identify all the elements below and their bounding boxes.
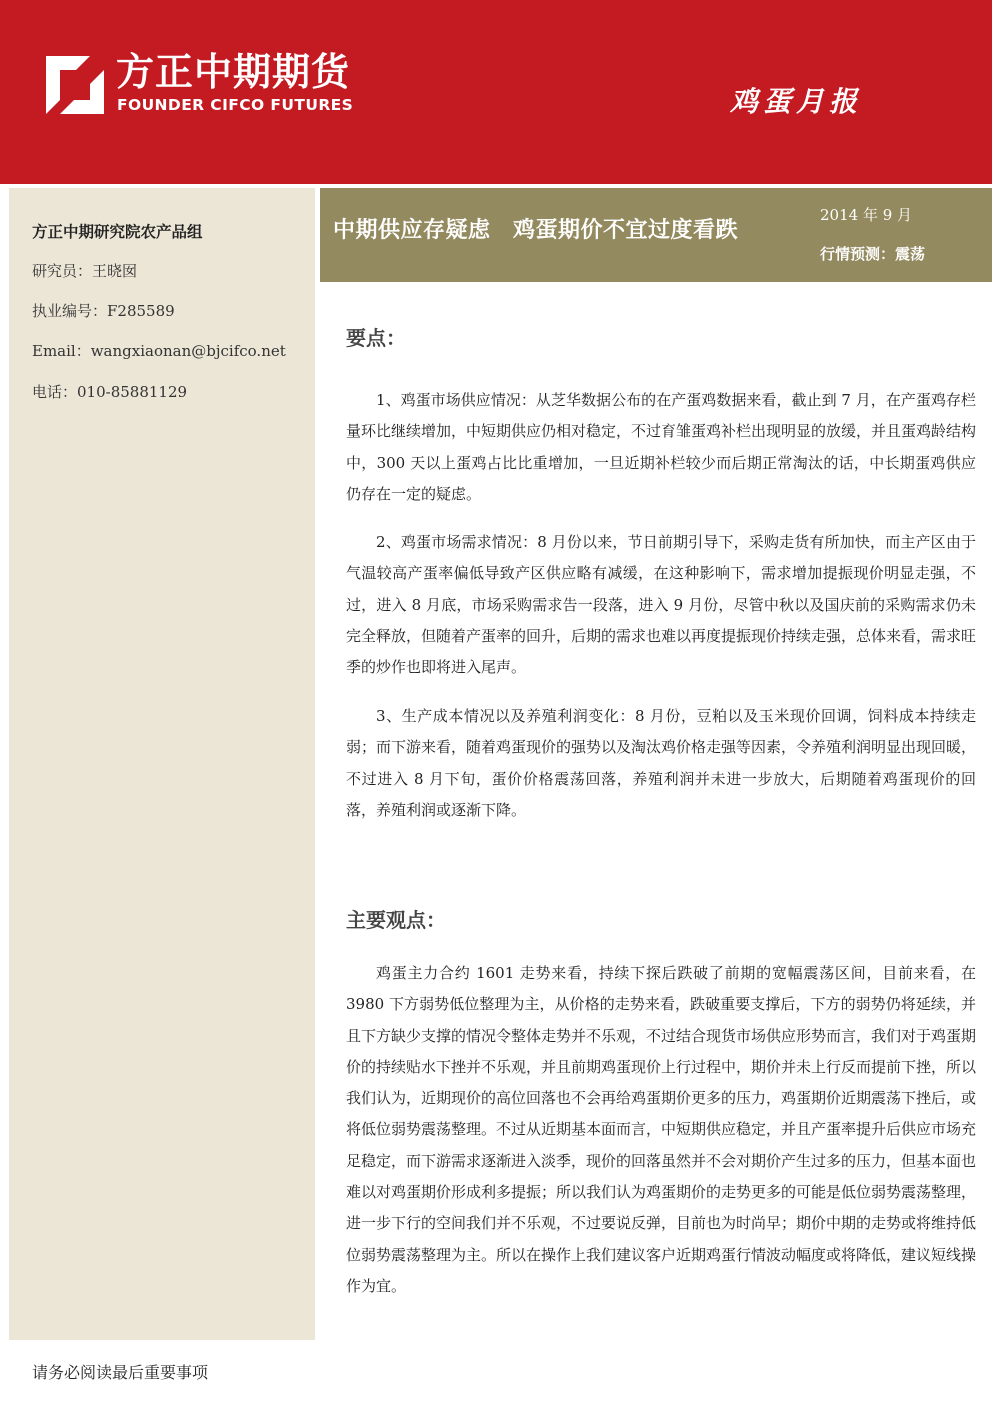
report-headline: 中期供应存疑虑 鸡蛋期价不宜过度看跌 — [333, 218, 739, 243]
report-date: 2014 年 9 月 — [820, 206, 913, 224]
report-header — [0, 0, 992, 184]
contact-phone: 电话：010-85881129 — [32, 383, 188, 401]
company-name-cn: 方正中期期货 — [116, 50, 351, 94]
key-point-cost: 3、生产成本情况以及养殖利润变化：8 月份，豆粕以及玉米现价回调，饲料成本持续走弱；而下游来看，随着鸡蛋现价的强势以及淘汰鸡价格走强等因素，令养殖利润明显出现回暖，不过进入 8 月下旬，蛋价价格震荡回落，养殖利润并未进一步放大，后期随着鸡蛋现价的回落，养殖利润或逐渐下降。 — [346, 707, 977, 819]
market-forecast: 行情预测：震荡 — [820, 245, 926, 263]
license-number: 执业编号：F285589 — [32, 302, 175, 320]
report-name: 鸡蛋月报 — [730, 85, 863, 118]
company-logo-icon — [46, 56, 104, 114]
key-points-heading: 要点： — [346, 326, 406, 350]
contact-email: Email：wangxiaonan@bjcifco.net — [32, 342, 286, 360]
researcher-name: 研究员：王晓囡 — [32, 262, 138, 280]
main-view-heading: 主要观点： — [346, 908, 446, 932]
key-point-supply: 1、鸡蛋市场供应情况：从芝华数据公布的在产蛋鸡数据来看，截止到 7 月，在产蛋鸡存栏量环比继续增加，中短期供应仍相对稳定，不过育雏蛋鸡补栏出现明显的放缓，并且蛋鸡龄结构中，300 天以上蛋鸡占比比重增加，一旦近期补栏较少而后期正常淘汰的话，中长期蛋鸡供应仍存在一定的疑虑。 — [346, 391, 977, 503]
key-point-demand: 2、鸡蛋市场需求情况：8 月份以来，节日前期引导下，采购走货有所加快，而主产区由于气温较高产蛋率偏低导致产区供应略有减缓，在这种影响下，需求增加提振现价明显走强，不过，进入 8 月底，市场采购需求告一段落，进入 9 月份，尽管中秋以及国庆前的采购需求仍未完全释放，但随着产蛋率的回升，后期的需求也难以再度提振现价持续走强，总体来看，需求旺季的炒作也即将进入尾声。 — [346, 533, 977, 677]
main-view-text: 鸡蛋主力合约 1601 走势来看，持续下探后跌破了前期的宽幅震荡区间，目前来看，在 3980 下方弱势低位整理为主，从价格的走势来看，跌破重要支撑后，下方的弱势仍将延续，并且下方缺少支撑的情况令整体走势并不乐观，不过结合现货市场供应形势而言，我们对于鸡蛋期价的持续贴水下挫并不乐观，并且前期鸡蛋现价上行过程中，期价并未上行反而提前下挫，所以我们认为，近期现价的高位回落也不会再给鸡蛋期价更多的压力，鸡蛋期价近期震荡下挫后，或将低位弱势震荡整理。不过从近期基本面而言，中短期供应稳定，并且产蛋率提升后供应市场充足稳定，而下游需求逐渐进入淡季，现价的回落虽然并不会对期价产生过多的压力，但基本面也难以对鸡蛋期价形成利多提振；所以我们认为鸡蛋期价的走势更多的可能是低位弱势震荡整理，进一步下行的空间我们并不乐观，不过要说反弹，目前也为时尚早；期价中期的走势或将维持低位弱势震荡整理为主。所以在操作上我们建议客户近期鸡蛋行情波动幅度或将降低，建议短线操作为宜。 — [346, 964, 977, 1295]
disclaimer-note: 请务必阅读最后重要事项 — [32, 1363, 209, 1382]
research-group: 方正中期研究院农产品组 — [32, 223, 203, 241]
company-name-en: FOUNDER CIFCO FUTURES — [117, 96, 354, 114]
author-sidebar — [9, 188, 315, 1340]
title-bar — [320, 188, 992, 282]
